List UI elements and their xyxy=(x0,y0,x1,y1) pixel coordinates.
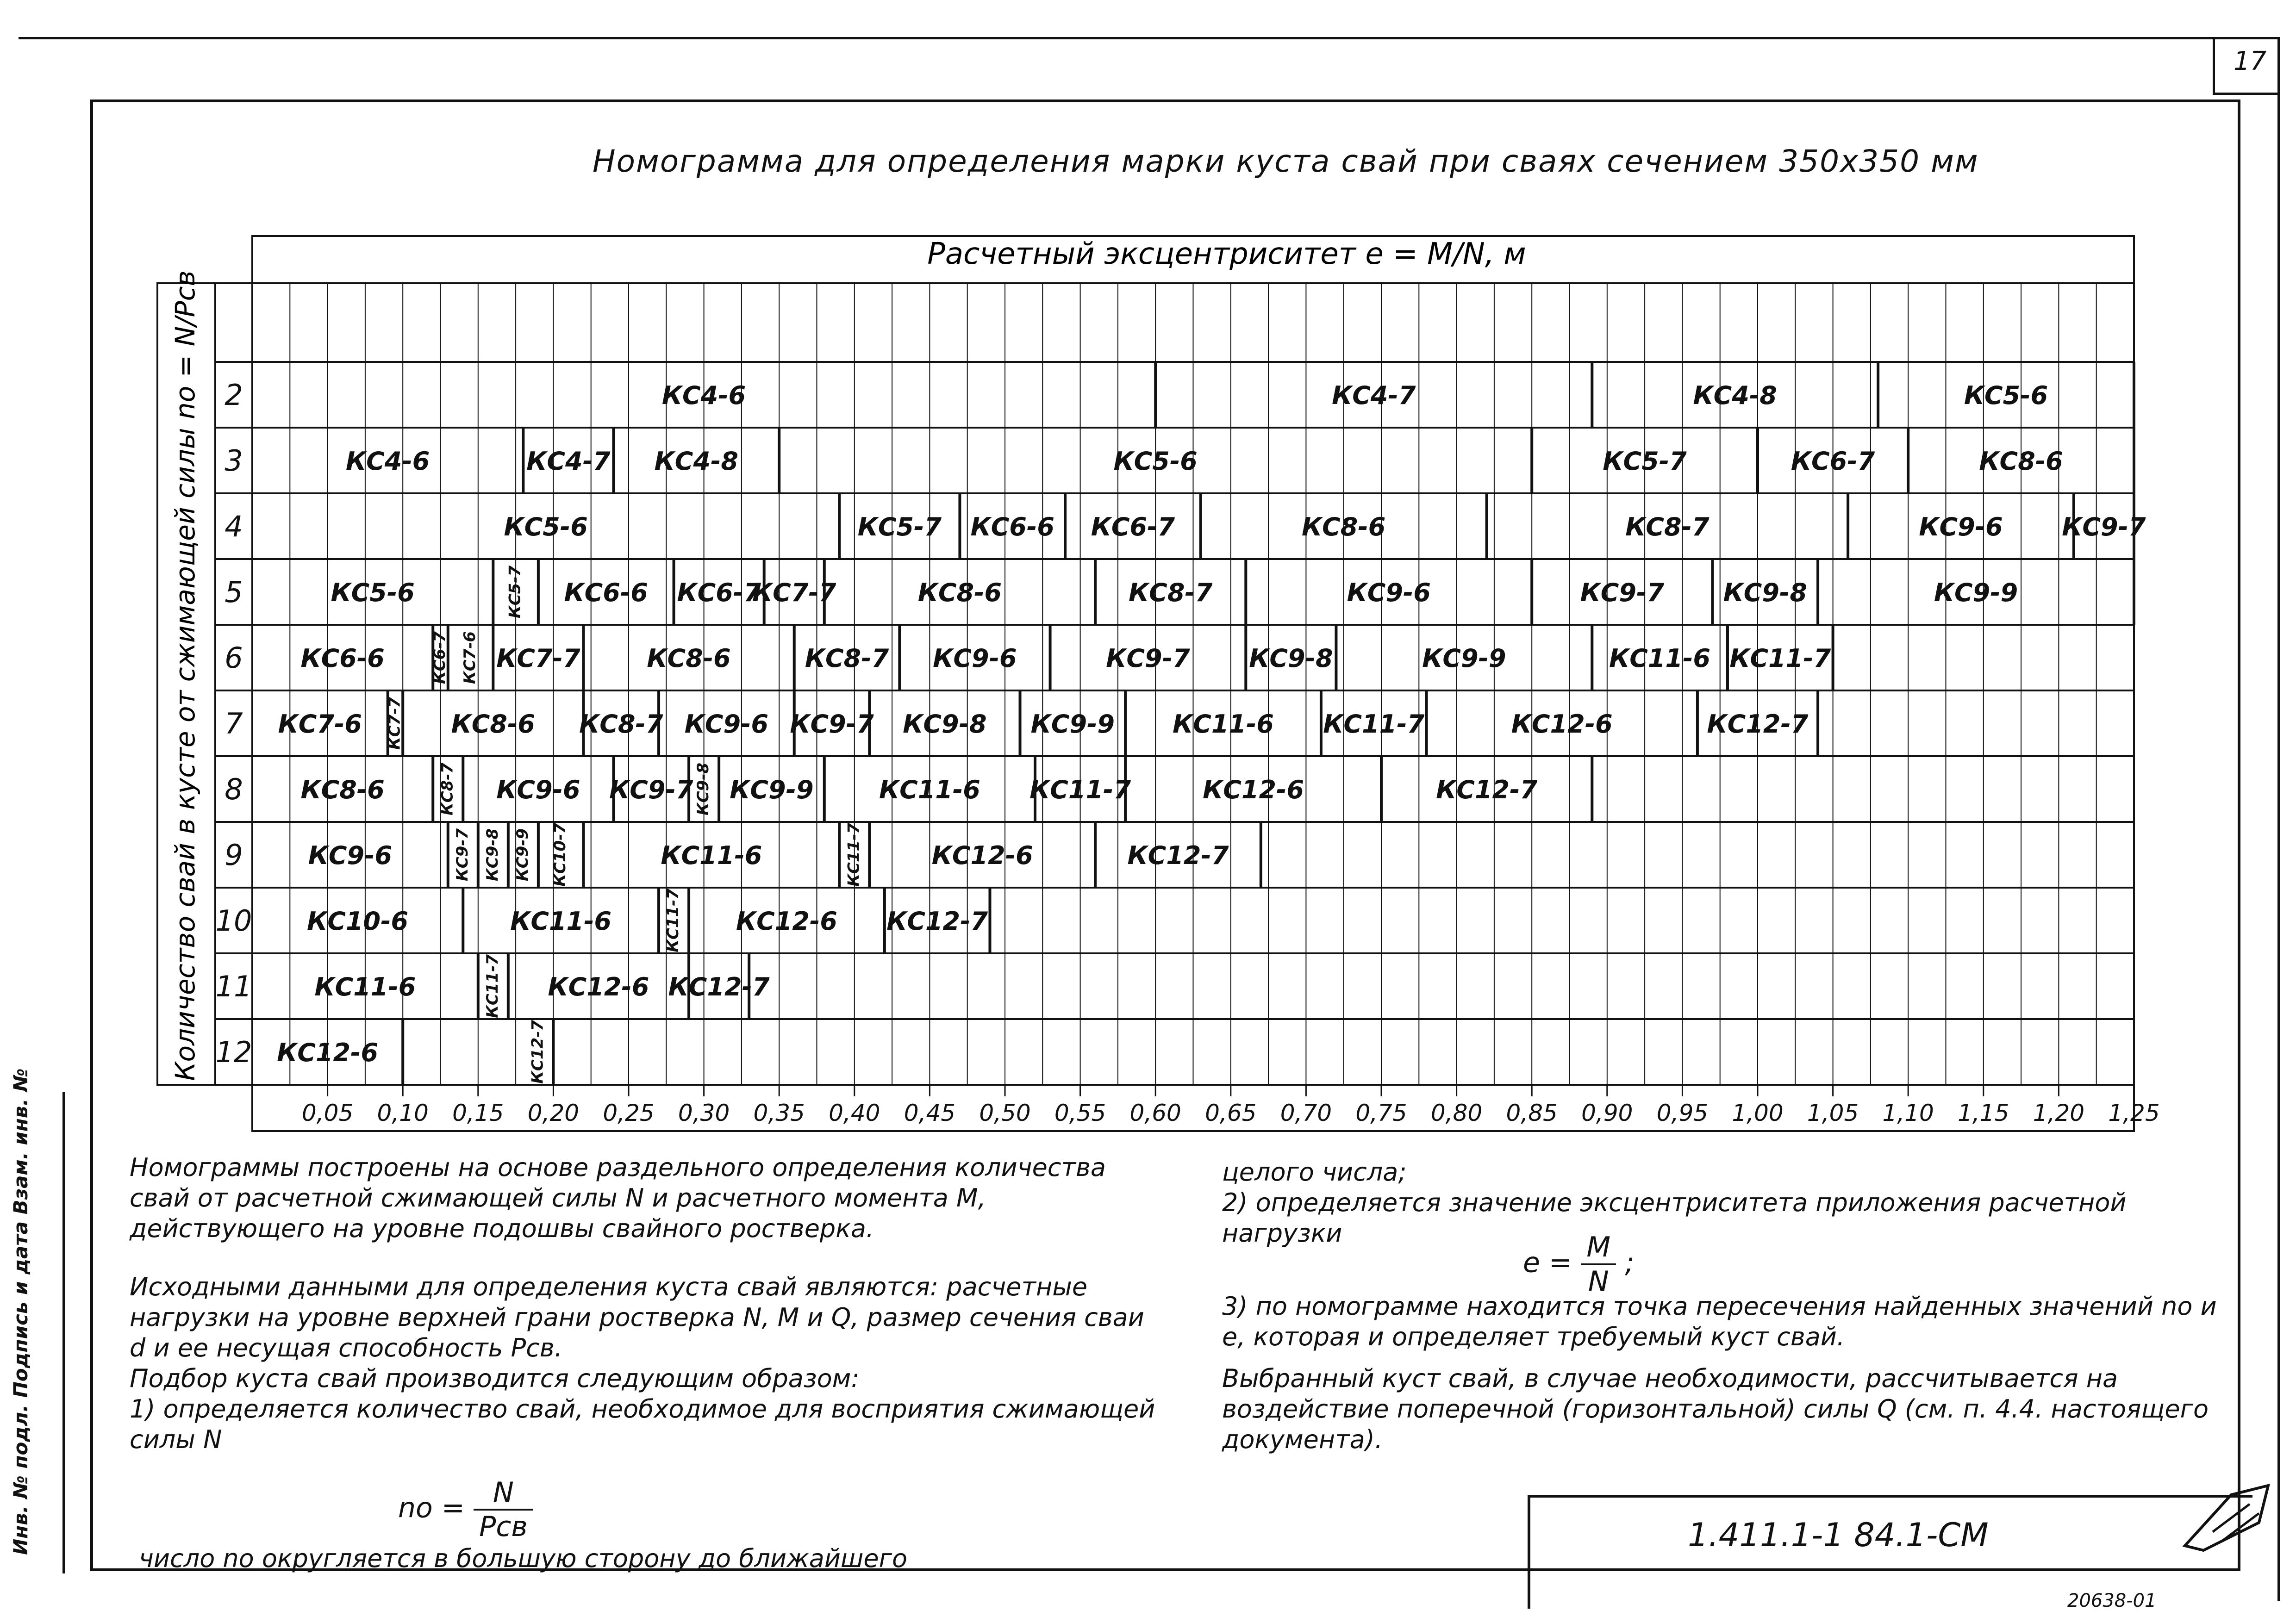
segment-label: КС12-7 xyxy=(1707,709,1809,739)
segment-label: КС9-8 xyxy=(483,828,502,882)
x-tick-label: 1,20 xyxy=(2033,1100,2085,1126)
x-tick-label: 0,75 xyxy=(1355,1100,1407,1126)
title-block xyxy=(1528,1495,2252,1609)
side-strip-text: Инв. № подл. Подпись и дата Взам. инв. № xyxy=(9,1068,32,1555)
note-right-2: 2) определяется значение эксцентриситета приложения расчетной нагрузки xyxy=(1222,1188,2127,1248)
segment-label: КС9-9 xyxy=(1422,644,1506,673)
segment-label: КС9-6 xyxy=(1919,512,2003,541)
note-left-2: Исходными данными для определения куста свай являются: расчетные нагрузки на уровне верхней грани ростверка N, M и Q, размер сечения сваи d и ее несущая способность Pсв. xyxy=(130,1272,1144,1362)
row-label: 2 xyxy=(225,378,243,412)
segment-label: КС4-8 xyxy=(654,447,739,476)
segment-label: КС9-9 xyxy=(1934,578,2018,607)
segment-label: КС6-7 xyxy=(677,578,761,607)
segment-label: КС4-7 xyxy=(1332,381,1416,410)
row-label: 7 xyxy=(225,707,243,740)
segment-label: КС9-6 xyxy=(1347,578,1431,607)
segment-label: КС9-9 xyxy=(730,775,814,804)
segment-label: КС9-8 xyxy=(903,709,987,739)
segment-label: КС7-6 xyxy=(278,709,362,739)
segment-label: КС11-6 xyxy=(510,907,612,936)
note-right-4: Выбранный куст свай, в случае необходимости, рассчитывается на воздействие поперечной (горизонтальной) силы Q (см. п. 4.4. настоящего документа). xyxy=(1222,1364,2209,1454)
note-left-3: Подбор куста свай производится следующим образом: xyxy=(130,1364,860,1393)
segment-label: КС11-6 xyxy=(879,775,980,804)
notes-left-tail xyxy=(139,1543,1157,1574)
x-tick-label: 0,20 xyxy=(527,1100,580,1126)
x-axis-title: Расчетный эксцентриситет e = M/N, м xyxy=(927,237,1526,271)
segment-label: КС12-6 xyxy=(1511,709,1613,739)
segment-label: КС4-8 xyxy=(1693,381,1777,410)
x-tick-label: 1,05 xyxy=(1807,1100,1859,1126)
segment-label: КС5-7 xyxy=(505,565,524,619)
segment-label: КС8-7 xyxy=(1129,578,1213,607)
segment-label: КС12-6 xyxy=(931,841,1033,870)
segment-label: КС9-7 xyxy=(790,709,874,739)
segment-label: КС11-7 xyxy=(1029,775,1131,804)
nomogram-grid xyxy=(157,236,2134,1131)
note-right-1: целого числа; xyxy=(1222,1157,1407,1187)
segment-label: КС9-6 xyxy=(933,644,1017,673)
segment-label: КС9-6 xyxy=(496,775,580,804)
x-tick-label: 1,15 xyxy=(1958,1100,2009,1126)
segment-label: КС6-6 xyxy=(300,644,385,673)
segment-label: КС5-6 xyxy=(331,578,415,607)
segment-label: КС11-6 xyxy=(661,841,762,870)
x-tick-label: 0,30 xyxy=(678,1100,730,1126)
x-tick-label: 1,25 xyxy=(2108,1100,2160,1126)
segment-label: КС9-9 xyxy=(513,828,532,882)
segment-label: КС6-7 xyxy=(1091,512,1175,541)
page-title: Номограмма для определения марки куста свай при сваях сечением 350х350 мм xyxy=(593,143,1979,179)
segment-label: КС9-6 xyxy=(308,841,393,870)
segment-label: КС11-6 xyxy=(314,972,416,1001)
segment-label: КС11-6 xyxy=(1609,644,1711,673)
row-label: 10 xyxy=(215,904,252,938)
segment-label: КС12-6 xyxy=(277,1038,379,1067)
segment-label: КС7-7 xyxy=(752,578,836,607)
segment-label: КС8-6 xyxy=(300,775,385,804)
formula-n: no = $\frac{N}{\text{Pсв}}$ xyxy=(398,1476,533,1543)
segment-label: КС9-8 xyxy=(1249,644,1333,673)
segment-label: КС9-7 xyxy=(1580,578,1664,607)
segment-label: КС9-7 xyxy=(453,828,472,882)
segment-label: КС9-7 xyxy=(609,775,693,804)
segment-label: КС8-6 xyxy=(917,578,1002,607)
segment-label: КС5-6 xyxy=(1113,447,1198,476)
segment-label: КС11-7 xyxy=(483,954,502,1018)
note-right-3: 3) по номограмме находится точка пересечения найденных значений no и e, которая и определяет требуемый куст свай. xyxy=(1222,1292,2217,1351)
x-tick-label: 0,40 xyxy=(829,1100,880,1126)
segment-label: КС11-7 xyxy=(844,823,863,887)
side-strip-rule xyxy=(62,1092,65,1573)
segment-label: КС11-7 xyxy=(1323,709,1425,739)
segment-label: КС6-6 xyxy=(970,512,1054,541)
segment-label: КС9-8 xyxy=(694,762,713,816)
x-tick-label: 0,70 xyxy=(1280,1100,1332,1126)
segment-label: КС4-7 xyxy=(526,447,611,476)
segment-label: КС7-7 xyxy=(385,696,404,750)
segment-label: КС10-7 xyxy=(551,823,570,887)
row-label: 5 xyxy=(225,575,243,609)
x-tick-label: 0,25 xyxy=(603,1100,655,1126)
segment-label: КС7-6 xyxy=(461,631,480,684)
x-tick-label: 0,80 xyxy=(1430,1100,1483,1126)
segment-label: КС6-7 xyxy=(1791,447,1875,476)
notes-right-2 xyxy=(1222,1291,2222,1455)
x-tick-label: 0,35 xyxy=(753,1100,805,1126)
segment-label: КС11-6 xyxy=(1173,709,1274,739)
segment-label: КС5-7 xyxy=(857,512,942,541)
inventory-number: 20638-01 xyxy=(2067,1590,2157,1611)
formula-e: e = $\frac{M}{N}$ ; xyxy=(1523,1231,1635,1298)
row-label: 9 xyxy=(225,838,243,872)
note-left-5: число no округляется в большую сторону до ближайшего xyxy=(139,1544,908,1573)
segment-label: КС12-7 xyxy=(1436,775,1538,804)
x-tick-label: 0,65 xyxy=(1205,1100,1257,1126)
row-label: 8 xyxy=(225,772,243,806)
document-code: 1.411.1-1 84.1-СМ xyxy=(1688,1516,1989,1554)
row-label: 11 xyxy=(215,970,252,1003)
segment-label: КС10-6 xyxy=(307,907,409,936)
notes-right xyxy=(1222,1157,2222,1249)
segment-label: КС6-6 xyxy=(564,578,648,607)
segment-label: КС8-6 xyxy=(647,644,731,673)
segment-label: КС9-7 xyxy=(1106,644,1190,673)
segment-label: КС8-7 xyxy=(438,762,457,816)
sheet-number: 17 xyxy=(2234,46,2267,76)
nomogram-body-border xyxy=(157,283,2134,1085)
row-label: 6 xyxy=(225,641,243,675)
segment-label: КС12-7 xyxy=(528,1020,547,1084)
x-tick-label: 0,10 xyxy=(377,1100,429,1126)
x-tick-label: 0,55 xyxy=(1054,1100,1106,1126)
x-tick-label: 0,60 xyxy=(1129,1100,1181,1126)
x-tick-label: 1,00 xyxy=(1732,1100,1784,1126)
segment-label: КС4-6 xyxy=(661,381,746,410)
stamp-logo-icon xyxy=(2176,1476,2277,1560)
segment-label: КС9-9 xyxy=(1030,709,1115,739)
segment-label: КС5-6 xyxy=(1964,381,2048,410)
segment-label: КС9-8 xyxy=(1723,578,1807,607)
row-label: 12 xyxy=(215,1035,252,1069)
segment-label: КС12-7 xyxy=(1127,841,1229,870)
segment-label: КС7-7 xyxy=(496,644,580,673)
segment-label: КС11-7 xyxy=(1729,644,1831,673)
x-tick-label: 0,45 xyxy=(904,1100,956,1126)
segment-label: КС11-7 xyxy=(664,889,683,952)
segment-label: КС6-7 xyxy=(430,631,449,684)
segment-label: КС8-6 xyxy=(1979,447,2063,476)
note-left-4: 1) определяется количество свай, необходимое для восприятия сжимающей силы N xyxy=(130,1394,1155,1454)
row-label: 4 xyxy=(225,510,243,543)
segment-label: КС9-7 xyxy=(2062,512,2146,541)
segment-label: КС8-6 xyxy=(451,709,535,739)
segment-label: КС8-7 xyxy=(1625,512,1710,541)
segment-label: КС12-6 xyxy=(736,907,837,936)
x-tick-label: 0,95 xyxy=(1656,1100,1709,1126)
notes-left xyxy=(130,1152,1162,1455)
y-axis-title: Количество свай в кусте от сжимающей силы no = N/Pсв xyxy=(169,270,201,1081)
x-tick-label: 0,50 xyxy=(979,1100,1031,1126)
segment-label: КС12-6 xyxy=(1203,775,1304,804)
segment-label: КС8-7 xyxy=(805,644,889,673)
x-tick-label: 0,15 xyxy=(452,1100,504,1126)
segment-label: КС12-6 xyxy=(548,972,649,1001)
segment-label: КС12-7 xyxy=(668,972,770,1001)
segment-label: КС5-6 xyxy=(504,512,588,541)
row-label: 3 xyxy=(225,444,243,478)
segment-label: КС12-7 xyxy=(886,907,988,936)
side-strip xyxy=(9,1068,65,1555)
x-tick-label: 0,05 xyxy=(301,1100,354,1126)
segment-label: КС5-7 xyxy=(1603,447,1687,476)
segment-label: КС8-6 xyxy=(1302,512,1386,541)
x-tick-label: 0,85 xyxy=(1506,1100,1558,1126)
x-tick-label: 1,10 xyxy=(1882,1100,1934,1126)
segment-label: КС9-6 xyxy=(684,709,769,739)
note-left-1: Номограммы построены на основе раздельного определения количества свай от расчетной сжимающей силы N и расчетного момента М, действующего на уровне подошвы свайного ростверка. xyxy=(130,1153,1106,1243)
segment-label: КС4-6 xyxy=(346,447,430,476)
segment-label: КС8-7 xyxy=(579,709,663,739)
x-tick-label: 0,90 xyxy=(1581,1100,1633,1126)
